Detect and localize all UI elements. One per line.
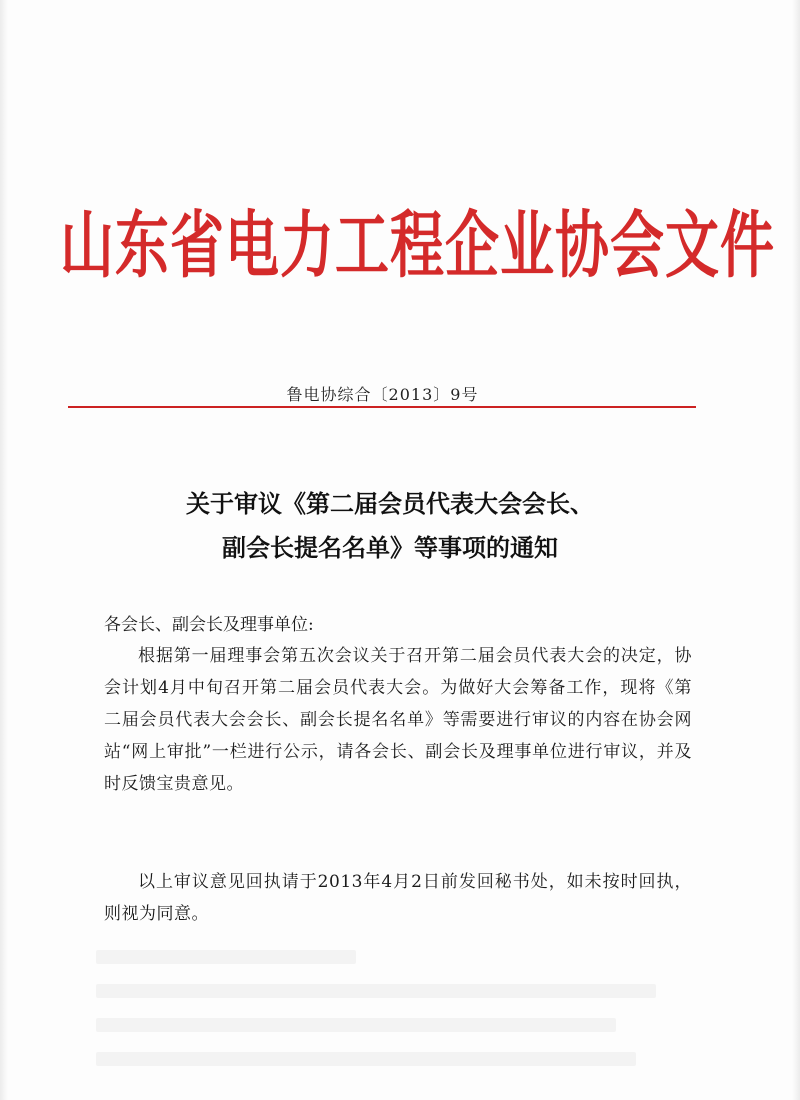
- faded-line: [96, 1052, 636, 1066]
- scan-edge-left: [0, 0, 8, 1100]
- notice-title: [90, 482, 690, 570]
- salutation: 各会长、副会长及理事单位:: [104, 615, 314, 635]
- document-number: 鲁电协综合〔2013〕9号: [286, 385, 479, 404]
- faded-line: [96, 1018, 616, 1032]
- notice-title-line-1: 关于审议《第二届会员代表大会会长、: [186, 489, 594, 518]
- faded-line: [96, 984, 656, 998]
- notice-title-line-2: 副会长提名名单》等事项的通知: [222, 533, 558, 562]
- faded-line: [96, 950, 356, 964]
- faded-scan-residue: [96, 950, 696, 1086]
- scan-edge-right: [792, 0, 800, 1100]
- red-divider-line: [68, 406, 696, 408]
- document-header-title: 山东省电力工程企业协会文件: [60, 201, 775, 288]
- body-paragraph-1: 根据第一届理事会第五次会议关于召开第二届会员代表大会的决定，协会计划4月中旬召开第二届会员代表大会。为做好大会筹备工作，现将《第二届会员代表大会会长、副会长提名名单》等需要进行审议的内容在协会网站“网上审批”一栏进行公示，请各会长、副会长及理事单位进行审议，并及时反馈宝贵意见。: [104, 646, 692, 794]
- body-paragraph-2: 以上审议意见回执请于2013年4月2日前发回秘书处，如未按时回执，则视为同意。: [104, 872, 692, 924]
